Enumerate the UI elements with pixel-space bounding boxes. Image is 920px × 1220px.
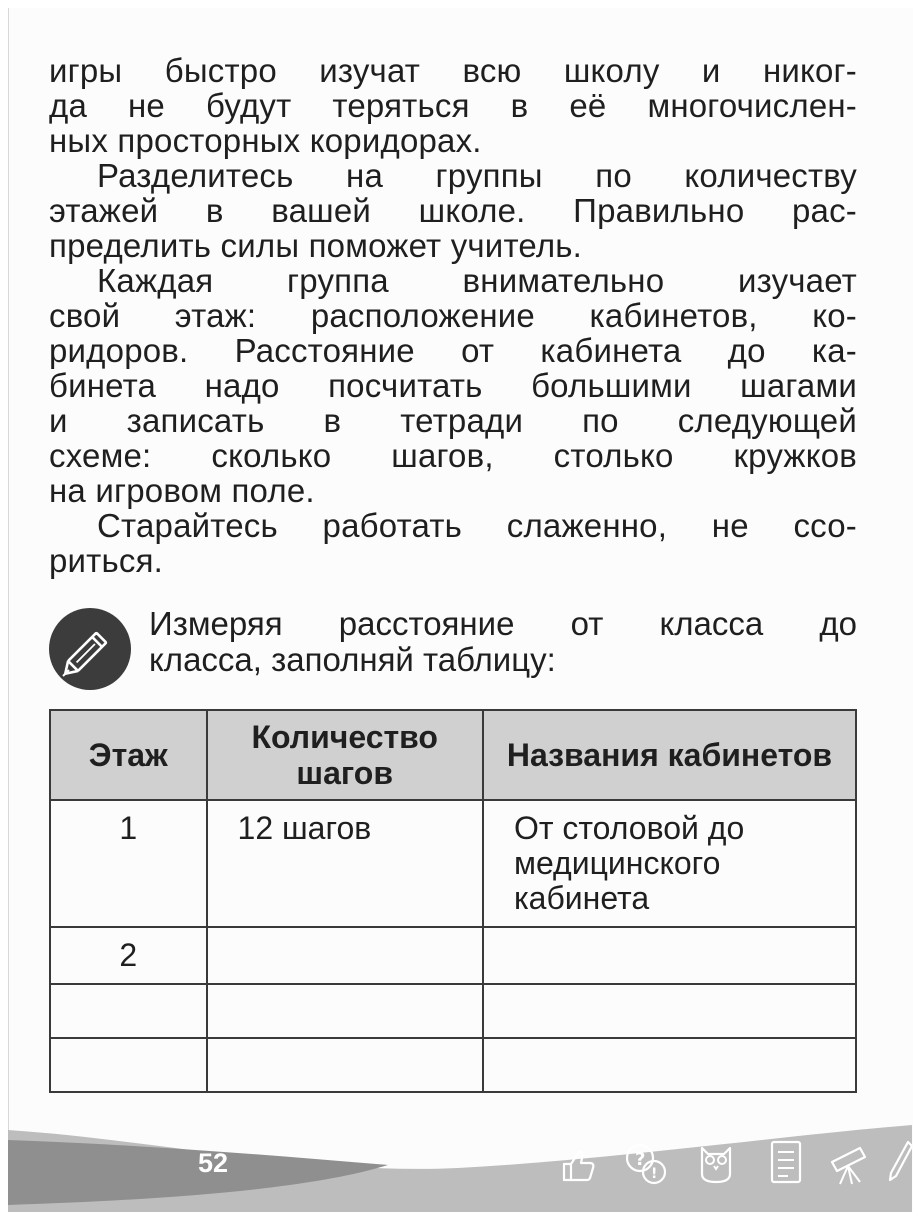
cell-floor — [50, 984, 207, 1038]
text-line: пределить силы поможет учитель. — [49, 227, 583, 264]
table-row — [50, 984, 856, 1038]
text-line: ридоров. Расстояние от кабинета до ка- — [49, 332, 857, 369]
text-line: Разделитесь на группы по количеству — [97, 157, 857, 194]
cell-rooms — [483, 984, 856, 1038]
table-row — [50, 1038, 856, 1092]
table-header-row — [50, 710, 856, 800]
text-line: этажей в вашей школе. Правильно рас- — [49, 192, 857, 229]
cell-rooms: От столовой до медицинского кабинета — [483, 800, 856, 927]
task-instruction — [49, 606, 857, 686]
table-row — [50, 800, 856, 927]
cell-steps: 12 шагов — [207, 800, 483, 927]
thumbs-up-icon — [556, 1144, 598, 1186]
text-line: Каждая группа внимательно изучает — [97, 262, 857, 299]
column-header-steps: Количество шагов — [207, 710, 483, 800]
question-bubble-icon — [620, 1140, 670, 1188]
checklist-icon — [766, 1138, 806, 1188]
paragraph-2 — [49, 158, 857, 263]
text-line: игры быстро изучат всю школу и никог- — [49, 52, 857, 89]
textbook-page — [8, 8, 913, 1212]
cell-steps — [207, 984, 483, 1038]
text-line: на игровом поле. — [49, 472, 315, 509]
paragraph-4 — [49, 508, 857, 578]
telescope-icon — [826, 1140, 876, 1188]
cell-steps — [207, 927, 483, 984]
page-footer — [8, 1110, 912, 1212]
text-line: бинета надо посчитать большими шагами — [49, 367, 857, 404]
text-line: Старайтесь работать слаженно, не ссо- — [97, 507, 857, 544]
column-header-floor: Этаж — [50, 710, 207, 800]
text-line: ных просторных коридорах. — [49, 122, 482, 159]
paragraph-1 — [49, 53, 857, 158]
text-line: Измеряя расстояние от класса до — [149, 605, 857, 642]
cell-steps — [207, 1038, 483, 1092]
text-line: свой этаж: расположение кабинетов, ко- — [49, 297, 857, 334]
cell-floor: 1 — [50, 800, 207, 927]
cell-rooms — [483, 1038, 856, 1092]
table-row — [50, 927, 856, 984]
cell-rooms — [483, 927, 856, 984]
svg-text:?: ? — [635, 1149, 646, 1170]
text-line: и записать в тетради по следующей — [49, 402, 857, 439]
text-line: схеме: сколько шагов, столько кружков — [49, 437, 857, 474]
text-line: да не будут теряться в её многочислен- — [49, 87, 857, 124]
text-line: риться. — [49, 542, 164, 579]
column-header-rooms: Названия кабинетов — [483, 710, 856, 800]
cell-floor — [50, 1038, 207, 1092]
task-text — [149, 606, 857, 678]
pencil-corner-icon — [888, 1140, 912, 1188]
cell-floor: 2 — [50, 927, 207, 984]
pencil-icon — [49, 608, 131, 690]
svg-text:!: ! — [651, 1166, 658, 1182]
measurement-table — [49, 709, 857, 1093]
owl-icon — [694, 1142, 738, 1186]
paragraph-3 — [49, 263, 857, 508]
text-line: класса, заполняй таблицу: — [149, 641, 556, 678]
body-text — [49, 53, 857, 578]
page-number: 52 — [198, 1148, 229, 1178]
